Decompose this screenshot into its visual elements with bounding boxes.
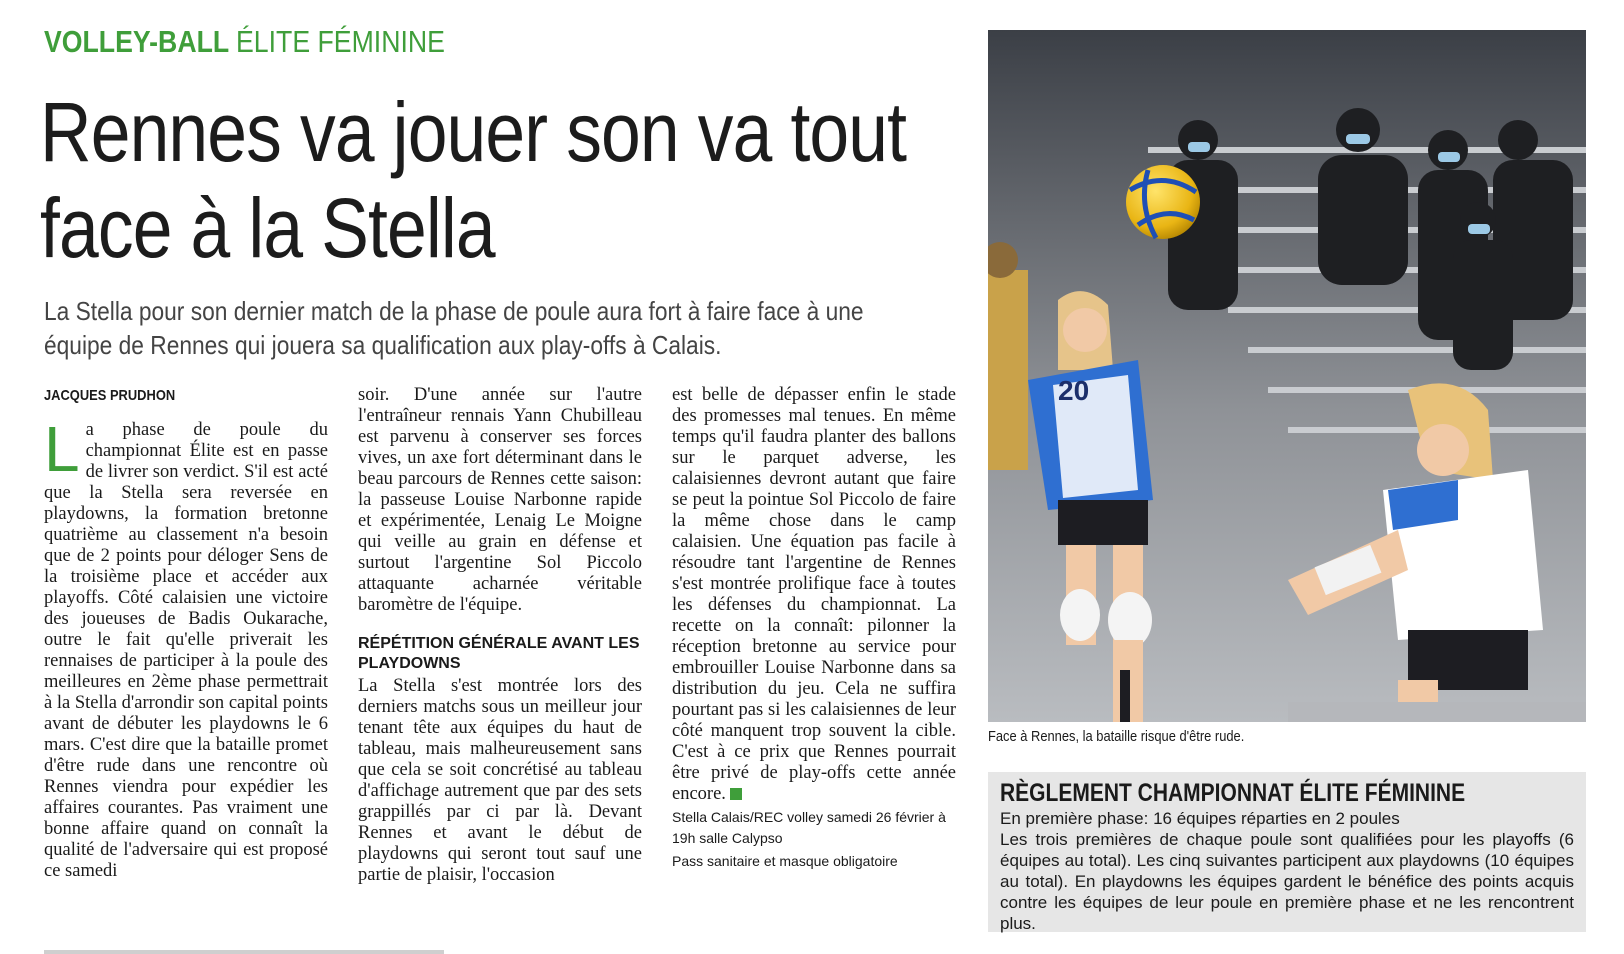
rules-title: RÈGLEMENT CHAMPIONNAT ÉLITE FÉMININE — [1000, 779, 1466, 807]
dropcap: L — [44, 413, 80, 485]
section-kicker — [44, 22, 445, 62]
rules-line: En première phase: 16 équipes réparties en 2 poules — [1000, 809, 1400, 828]
volleyball-photo-illustration — [988, 30, 1586, 722]
side-spectator — [988, 242, 1028, 470]
lead-paragraph: La Stella pour son dernier match de la phase de poule aura fort à faire face à une équipe de Rennes qui jouera sa qualification aux play-offs à Calais. — [44, 296, 864, 360]
volleyball — [1126, 165, 1200, 239]
jersey-number: 20 — [1058, 375, 1090, 406]
kicker-category: ÉLITE FÉMININE — [236, 24, 445, 59]
article-text: a phase de poule du championnat Élite est en passe de livrer son verdict. S'il est acté que la Stella sera reversée en playdowns, la formation bretonne quatrième au classement n'a besoin que de 2 points pour déloger Sens de la troisième place et accéder aux playoffs. Côté calaisien une victoire des joueuses de Badis Oukarache, outre le fait qu'elle priverait les rennaises de participer à la poule des meilleures en 2ème phase permettrait à la Stella d'arrondir son capital points avant de débuter les playdowns le 6 mars. C'est dire que la bataille promet d'être rude dans une rencontre où Rennes viendra pour expédier les affaires courantes. Pas vraiment une bonne affaire quand on connaît la qualité de l'adversaire qui est proposé ce samedi — [44, 420, 328, 881]
photo-caption: Face à Rennes, la bataille risque d'être rude. — [988, 728, 1245, 745]
article-column-1 — [44, 413, 328, 882]
sanitary-info: Pass sanitaire et masque obligatoire — [672, 853, 898, 869]
article-text — [672, 385, 956, 805]
kicker-sport: VOLLEY-BALL — [44, 24, 230, 59]
article-subhead: RÉPÉTITION GÉNÉRALE AVANT LES PLAYDOWNS — [358, 635, 640, 672]
article-column-3 — [672, 385, 956, 872]
article-photo — [988, 30, 1586, 722]
rules-box — [988, 772, 1586, 932]
rules-body: Les trois premières de chaque poule sont qualifiées pour les playoffs (6 équipes au total). Les cinq suivantes participent aux playdowns (10 équipes au total). En playdowns les équipes gardent le bénéfice des points acquis contre les équipes de leur poule en première phase et ne les rencontrent plus. — [1000, 830, 1574, 933]
end-mark-icon — [730, 788, 742, 800]
match-info: Stella Calais/REC volley samedi 26 février à 19h salle Calypso — [672, 809, 946, 846]
article-text-end: est belle de dépasser enfin le stade des promesses mal tenues. En même temps qu'il faudra planter des ballons sur le parquet adverse, les calaisiennes devront autant que faire se peut la pointue Sol Piccolo de faire la même chose dans le camp calaisien. Une équation pas facile à résoudre tant l'argentine de Rennes s'est montrée prolifique face à toutes les défenses du championnat. La recette on la connaît: pilonner la réception bretonne au service pour embrouiller Louise Narbonne dans sa distribution du jeu. Cela ne suffira pourtant pas si les calaisiennes de leur côté manquent trop souvent la cible. C'est à ce prix que Rennes pourrait être privé de play-offs cette année encore. — [672, 385, 956, 804]
byline: JACQUES PRUDHON — [44, 387, 176, 404]
article-text: La Stella s'est montrée lors des derniers matchs sous un meilleur jour tenant tête aux équipes du haut de tableau, mais malheureusement sans que cela se soit concrétisé au tableau d'affichage autrement que par des sets grappillés par ci par là. Devant Rennes et avant le début de playdowns qui seront tout sauf une partie de plaisir, l'occasion — [358, 676, 642, 885]
footer-divider — [44, 950, 444, 954]
article-column-2 — [358, 385, 642, 886]
article-text: soir. D'une année sur l'autre l'entraîneur rennais Yann Chubilleau est parvenu à conserver ses forces vives, un axe fort déterminant dans le beau parcours de Rennes cette saison: la passeuse Louise Narbonne rapide et expérimentée, Lenaig Le Moigne qui veille au grain en défense et surtout l'argentine Sol Piccolo attaquante acharnée véritable baromètre de l'équipe. — [358, 385, 642, 615]
page-title: Rennes va jouer son va tout face à la Stella — [40, 85, 907, 275]
